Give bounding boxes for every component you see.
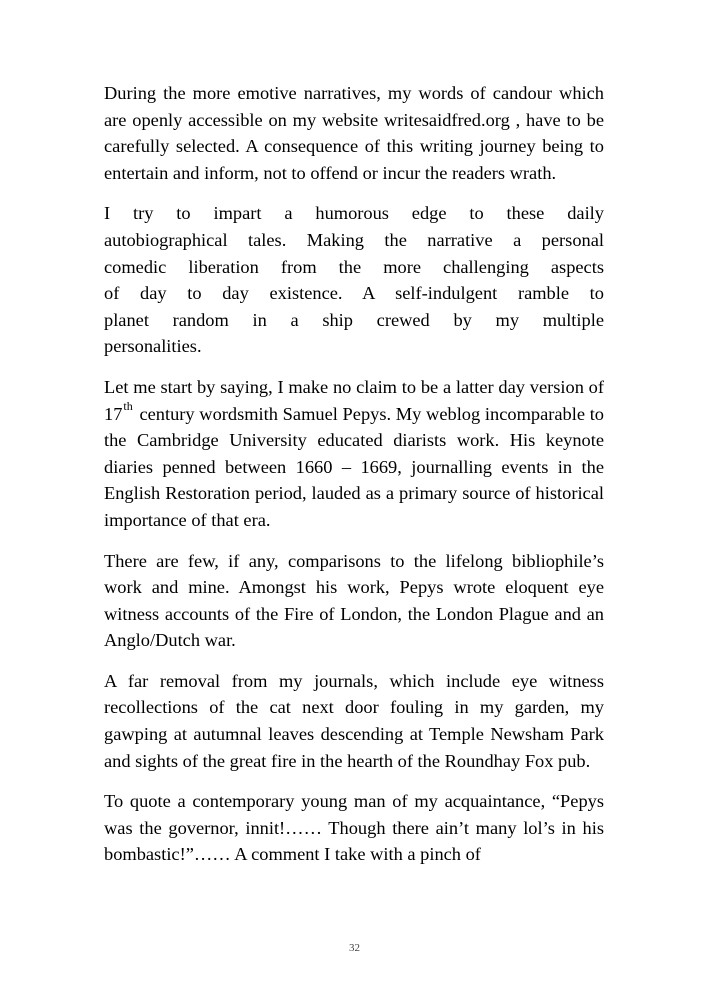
paragraph-pepys-intro xyxy=(104,374,604,534)
paragraph-pepys-intro-end: century wordsmith Samuel Pepys. My weblog incomparable to the Cambridge University educated diarists work. His keynote diaries penned between 1660 – 1669, journalling events in the English Restoration period, lauded as a primary source of historical importance of that era. xyxy=(104,403,604,530)
page-number: 32 xyxy=(349,942,360,954)
paragraph-pepys-intro-start: Let me start by saying, I make no claim to be a latter day version of 17 xyxy=(104,376,604,424)
paragraph-humorous-edge: I try to impart a humorous edge to these daily autobiographical tales. Making the narrative a personal comedic liberation from the more challenging aspects of day to day existence. A self-indulgent ramble to planet random in a ship crewed by my multiple personalities. xyxy=(104,203,604,357)
ordinal-superscript: th xyxy=(123,398,133,413)
paragraph-comparisons: There are few, if any, comparisons to the lifelong bibliophile’s work and mine. Amongst his work, Pepys wrote eloquent eye witness accounts of the Fire of London, the London Plague and an Anglo/Dutch war. xyxy=(104,550,604,651)
paragraph-journals: A far removal from my journals, which include eye witness recollections of the cat next door fouling in my garden, my gawping at autumnal leaves descending at Temple Newsham Park and sights of the great fire in the hearth of the Roundhay Fox pub. xyxy=(104,670,604,771)
paragraph-candour: During the more emotive narratives, my words of candour which are openly accessible on my website writesaidfred.org , have to be carefully selected. A consequence of this writing journey being to entertain and inform, not to offend or incur the readers wrath. xyxy=(104,83,604,183)
paragraph-quote: To quote a contemporary young man of my acquaintance, “Pepys was the governor, innit!…… Though there ain’t many lol’s in his bombastic!”…… A comment I take with a pinch of xyxy=(104,791,604,865)
body-text xyxy=(104,80,604,882)
